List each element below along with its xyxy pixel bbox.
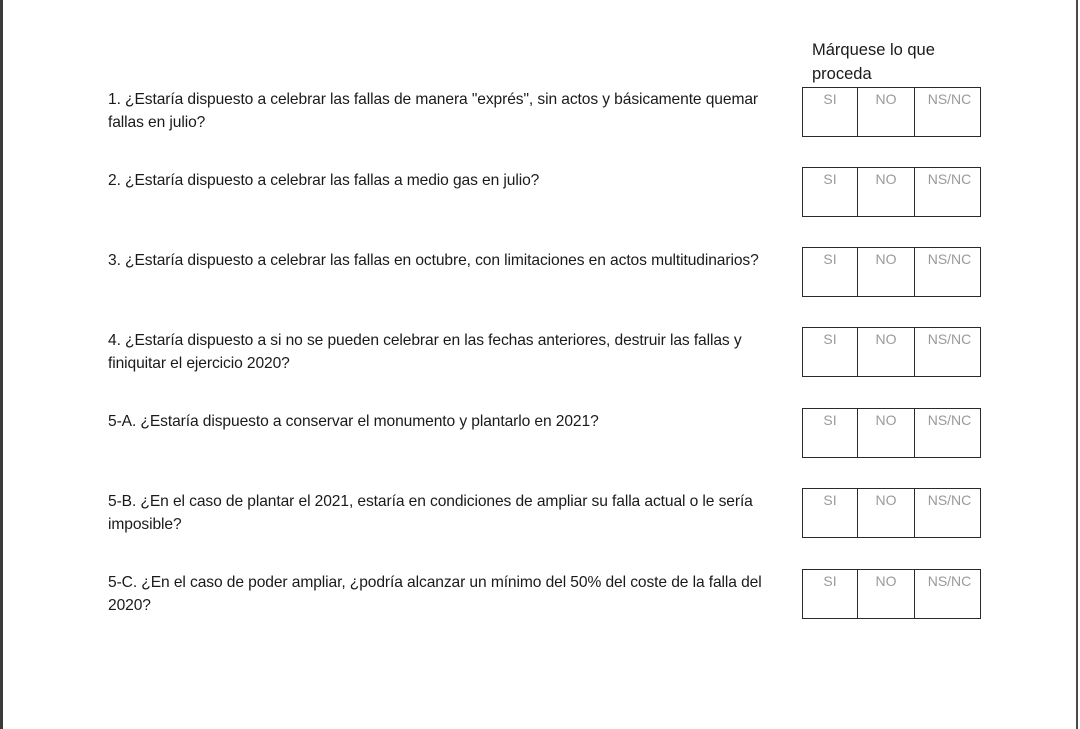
option-si[interactable]: SI — [803, 88, 858, 136]
option-nsnc[interactable]: NS/NC — [927, 171, 972, 187]
answer-box-5c — [802, 569, 981, 619]
option-si[interactable]: SI — [803, 409, 858, 457]
answer-box-1 — [802, 87, 981, 137]
page-edge-left — [0, 0, 3, 729]
option-nsnc[interactable]: NS/NC — [927, 91, 972, 107]
answer-box-4 — [802, 327, 981, 377]
option-si[interactable]: SI — [803, 570, 858, 618]
option-nsnc[interactable]: NS/NC — [927, 331, 972, 347]
option-nsnc[interactable]: NS/NC — [927, 412, 972, 428]
question-4: 4. ¿Estaría dispuesto a si no se pueden celebrar en las fechas anteriores, destruir las fallas y finiquitar el ejercicio 2020? — [108, 332, 742, 372]
question-3: 3. ¿Estaría dispuesto a celebrar las fallas en octubre, con limitaciones en actos multitudinarios? — [108, 252, 759, 269]
question-5b: 5-B. ¿En el caso de plantar el 2021, estaría en condiciones de ampliar su falla actual o le sería imposible? — [108, 493, 753, 533]
option-nsnc[interactable]: NS/NC — [927, 573, 972, 589]
option-no[interactable]: NO — [858, 409, 915, 457]
option-no[interactable]: NO — [858, 328, 915, 376]
option-no[interactable]: NO — [858, 88, 915, 136]
instruction-heading: Márquese lo que proceda — [812, 41, 935, 83]
option-no[interactable]: NO — [858, 168, 915, 216]
question-5a: 5-A. ¿Estaría dispuesto a conservar el monumento y plantarlo en 2021? — [108, 413, 599, 430]
option-no[interactable]: NO — [858, 489, 915, 537]
page-edge-right — [1076, 0, 1078, 729]
option-si[interactable]: SI — [803, 168, 858, 216]
answer-box-5a — [802, 408, 981, 458]
option-si[interactable]: SI — [803, 248, 858, 296]
question-1: 1. ¿Estaría dispuesto a celebrar las fallas de manera "exprés", sin actos y básicamente quemar fallas en julio? — [108, 91, 759, 131]
question-5c: 5-C. ¿En el caso de poder ampliar, ¿podría alcanzar un mínimo del 50% del coste de la falla del 2020? — [108, 574, 762, 614]
question-2: 2. ¿Estaría dispuesto a celebrar las fallas a medio gas en julio? — [108, 172, 540, 189]
answer-box-3 — [802, 247, 981, 297]
option-no[interactable]: NO — [858, 570, 915, 618]
answer-box-5b — [802, 488, 981, 538]
option-nsnc[interactable]: NS/NC — [927, 251, 972, 267]
option-si[interactable]: SI — [803, 328, 858, 376]
option-si[interactable]: SI — [803, 489, 858, 537]
answer-box-2 — [802, 167, 981, 217]
option-nsnc[interactable]: NS/NC — [927, 492, 972, 508]
option-no[interactable]: NO — [858, 248, 915, 296]
